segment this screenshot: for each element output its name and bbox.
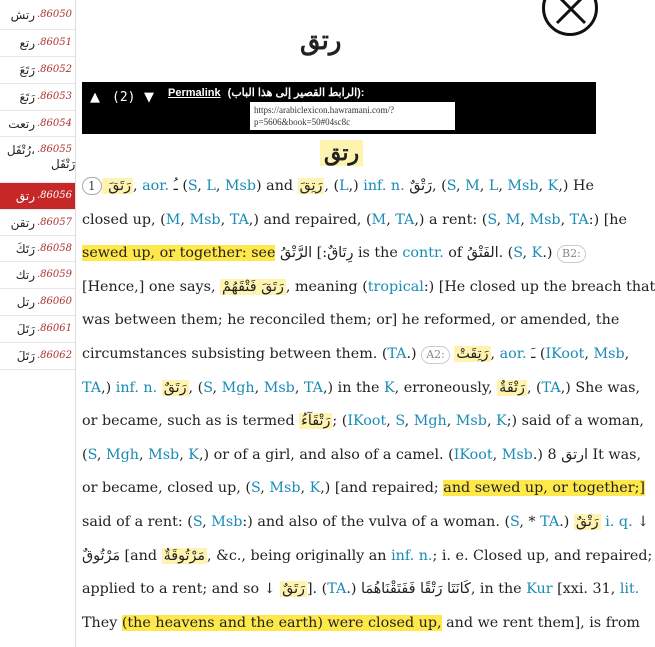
source-reference[interactable]: Msb bbox=[507, 178, 539, 194]
sidebar-item-root: رُتْقَل، bbox=[6, 143, 35, 157]
arabic-word: مَرْتُوقَةٌ bbox=[163, 547, 205, 564]
entry-text-run: , bbox=[538, 178, 548, 194]
source-reference[interactable]: S bbox=[192, 513, 203, 530]
source-reference[interactable]: K bbox=[531, 245, 543, 262]
source-reference[interactable]: S bbox=[187, 178, 198, 194]
source-reference[interactable]: S bbox=[203, 379, 213, 396]
entry-text-run: رِتَاقٌ:] الرَّتْقُ is the bbox=[275, 245, 403, 262]
entry-text-run: .) كَانَتَا رَتْقًا فَفَتَقْنَاهُمَا, in the bbox=[346, 581, 527, 598]
source-reference[interactable]: Msb bbox=[529, 211, 561, 228]
source-reference[interactable]: inf. n. bbox=[391, 547, 433, 564]
entry-text-run: :) [He closed up the breach that bbox=[423, 278, 655, 295]
entry-text-run: ,) or of a girl, and also of a camel. ( bbox=[198, 446, 454, 463]
source-reference[interactable]: Mgh bbox=[413, 413, 447, 430]
sidebar-item-root: رَتَكَ bbox=[15, 242, 35, 256]
sidebar-item-number: .86059 bbox=[37, 269, 72, 280]
entry-text-run: and we rent them], is from bbox=[441, 614, 640, 631]
entry-text-run: :) and also of the vulva of a woman. ( bbox=[242, 513, 511, 530]
entry-text-run: ,) She was, bbox=[560, 379, 641, 396]
sidebar-item[interactable] bbox=[0, 210, 75, 236]
highlighted-text: sewed up, or together: see bbox=[82, 245, 276, 262]
source-reference[interactable]: Mgh bbox=[221, 379, 255, 396]
source-reference[interactable]: Msb bbox=[189, 211, 221, 228]
url-line-2: p=5606&book=50#04sc8c bbox=[254, 117, 351, 127]
source-reference[interactable]: S bbox=[510, 513, 520, 530]
entry-text-run: ; i. e. Closed up, and repaired; bbox=[432, 547, 653, 564]
prev-arrow-icon[interactable]: ▲ bbox=[90, 90, 100, 105]
sidebar bbox=[0, 0, 76, 647]
entry-text-run: , bbox=[490, 345, 500, 362]
source-reference[interactable]: M bbox=[465, 178, 480, 194]
entry-text-run: :) [he bbox=[588, 211, 627, 228]
entry-text bbox=[82, 170, 655, 640]
entry-text-run: , bbox=[197, 178, 207, 194]
entry-text-run: , erroneously, bbox=[394, 379, 498, 396]
entry-text-run: , bbox=[404, 413, 414, 430]
sidebar-item-root: رتل bbox=[16, 295, 35, 309]
sidebar-item-number: .86051 bbox=[37, 37, 72, 48]
permalink-url-field[interactable] bbox=[250, 102, 455, 130]
entry-text-run: , bbox=[215, 178, 225, 194]
source-reference[interactable]: Kur bbox=[526, 581, 553, 598]
entry-text-run: circumstances subsisting between them. ( bbox=[82, 345, 388, 362]
entry-text-run: , bbox=[496, 211, 506, 228]
entry-text-run: , bbox=[260, 480, 270, 497]
source-reference[interactable]: K bbox=[383, 379, 395, 396]
sidebar-item-number: .86053 bbox=[37, 91, 72, 102]
entry-text-run: .) 8 ارتق It was, bbox=[532, 446, 642, 463]
entry-line bbox=[82, 237, 594, 271]
entry-text-run: , bbox=[202, 513, 212, 530]
entry-text-run: ]. ( bbox=[306, 581, 328, 598]
source-reference[interactable]: S bbox=[487, 211, 497, 228]
entry-text-run: applied to a rent; and so ↓ bbox=[82, 581, 281, 598]
entry-text-run: ; ( bbox=[332, 413, 348, 430]
entry-text-run: , bbox=[456, 178, 466, 194]
entry-text-run: ,) bbox=[101, 379, 116, 396]
source-reference[interactable]: TA bbox=[541, 379, 561, 396]
arabic-word: رَتَقٌ bbox=[282, 581, 305, 598]
arabic-word: رَتْقَةٌ bbox=[499, 379, 525, 396]
entry-text-run: , bbox=[624, 345, 630, 362]
sidebar-item-number: .86058 bbox=[37, 243, 72, 254]
entry-text-run: , &c., being originally an bbox=[207, 547, 392, 564]
sidebar-item[interactable] bbox=[0, 57, 75, 84]
entry-text-run: , bbox=[498, 178, 508, 194]
arabic-word: رَتِقَ bbox=[299, 178, 323, 194]
entry-line bbox=[82, 439, 642, 473]
permalink-link[interactable]: Permalink bbox=[168, 87, 221, 99]
source-reference[interactable]: S bbox=[513, 245, 523, 262]
entry-text-run: , bbox=[386, 211, 396, 228]
sidebar-item[interactable] bbox=[0, 2, 75, 30]
entry-text-run: ,) in the bbox=[323, 379, 384, 396]
entry-text-run: , bbox=[254, 379, 264, 396]
arabic-word: رَتْقٌ bbox=[575, 513, 599, 530]
entry-line bbox=[82, 170, 594, 204]
entry-text-run: , * bbox=[519, 513, 541, 530]
sidebar-item-root: رَتَعَ bbox=[19, 90, 35, 104]
entry-line bbox=[82, 573, 640, 607]
entry-text-run: , ( bbox=[526, 379, 542, 396]
arabic-word: رَتَقَ فَتْقَهُمْ bbox=[222, 278, 284, 295]
entry-text-run: , bbox=[479, 178, 489, 194]
source-reference[interactable]: M bbox=[371, 211, 387, 228]
sense-number: 1 bbox=[82, 177, 102, 195]
entry-line bbox=[82, 472, 645, 506]
sidebar-item-number: .86060 bbox=[37, 296, 72, 307]
entry-text-run: , meaning ( bbox=[285, 278, 368, 295]
sidebar-item-root-alt: رَتْقَل bbox=[51, 157, 76, 171]
entry-text-run: ,) a rent: ( bbox=[414, 211, 488, 228]
source-reference[interactable]: Msb bbox=[211, 513, 243, 530]
entry-text-run: ) and bbox=[256, 178, 298, 194]
section-badge: B2: bbox=[557, 245, 586, 263]
entry-text-run: ↓ bbox=[632, 513, 650, 530]
next-arrow-icon[interactable]: ▼ bbox=[144, 90, 154, 105]
entry-line bbox=[82, 540, 653, 574]
source-reference[interactable]: IKoot bbox=[545, 345, 585, 362]
source-reference[interactable]: L bbox=[339, 178, 349, 194]
sidebar-item-number: .86057 bbox=[37, 217, 72, 228]
entry-text-run: , bbox=[179, 446, 189, 463]
entry-text-run: ,) and repaired, ( bbox=[248, 211, 372, 228]
entry-text-run: رَتْقٌ, ( bbox=[404, 178, 447, 194]
source-reference[interactable]: S bbox=[395, 413, 405, 430]
entry-line bbox=[82, 304, 620, 338]
entry-text-run: , bbox=[560, 211, 570, 228]
entry-text-run: was between them; he reconciled them; or] he reformed, or amended, the bbox=[82, 312, 620, 329]
entry-text-run: , bbox=[96, 446, 106, 463]
source-reference[interactable]: Msb bbox=[593, 345, 625, 362]
source-reference[interactable]: TA bbox=[229, 211, 249, 228]
source-reference[interactable]: K bbox=[547, 178, 559, 194]
entry-text-run: , ( bbox=[188, 379, 204, 396]
entry-text-run: ,) He bbox=[558, 178, 594, 194]
entry-text-run: .) bbox=[559, 513, 574, 530]
sidebar-item-number: .86052 bbox=[37, 64, 72, 75]
entry-text-run: [xxi. 31, bbox=[552, 581, 620, 598]
entry-text-run: or became, closed up, ( bbox=[82, 480, 251, 497]
sidebar-item-root: رَتَعَ bbox=[19, 63, 35, 77]
sidebar-item[interactable] bbox=[0, 316, 75, 343]
entry-text-run: , bbox=[386, 413, 396, 430]
source-reference[interactable]: L bbox=[206, 178, 216, 194]
entry-text-run: , bbox=[138, 446, 149, 463]
entry-text-run: , bbox=[294, 379, 304, 396]
entry-text-run: , bbox=[220, 211, 230, 228]
sidebar-item-number: .86055 bbox=[37, 144, 72, 155]
sidebar-item-number: .86054 bbox=[37, 118, 72, 129]
source-reference[interactable]: K bbox=[496, 413, 507, 430]
entry-text-run: , bbox=[180, 211, 190, 228]
entry-text-run: [Hence,] one says, bbox=[82, 278, 221, 295]
sidebar-item-root: رتق bbox=[15, 189, 35, 203]
entry-line bbox=[82, 271, 655, 305]
source-reference[interactable]: TA bbox=[303, 379, 324, 396]
source-reference[interactable]: aor. bbox=[142, 178, 170, 194]
entry-text-run: , bbox=[133, 178, 143, 194]
highlighted-text: (the heavens and the earth) were closed up, bbox=[121, 614, 442, 631]
source-reference[interactable]: K bbox=[309, 480, 321, 497]
entry-text-run: ( bbox=[82, 446, 88, 463]
entry-text-run: closed up, ( bbox=[82, 211, 166, 228]
source-reference[interactable]: K bbox=[188, 446, 199, 463]
source-reference[interactable]: Msb bbox=[501, 446, 533, 463]
source-reference[interactable]: Msb bbox=[263, 379, 295, 396]
permalink-arabic: (الرابط القصير إلى هذا الباب): bbox=[227, 87, 365, 99]
source-reference[interactable]: i. q. bbox=[605, 513, 633, 530]
sidebar-item[interactable] bbox=[0, 343, 75, 370]
source-reference[interactable]: TA bbox=[540, 513, 560, 530]
entry-line bbox=[82, 607, 640, 641]
sidebar-item[interactable] bbox=[0, 30, 75, 57]
sidebar-item-number: .86061 bbox=[37, 323, 72, 334]
source-reference[interactable]: aor. bbox=[499, 345, 527, 362]
sidebar-item-number: .86062 bbox=[37, 350, 72, 361]
source-reference[interactable]: S bbox=[250, 480, 261, 497]
sidebar-item[interactable] bbox=[0, 183, 75, 210]
source-reference[interactable]: TA bbox=[82, 379, 102, 396]
entry-text-run: .) bbox=[406, 345, 422, 362]
permalink-label bbox=[168, 86, 364, 99]
entry-text-run: ,) [and repaired; bbox=[320, 480, 444, 497]
source-reference[interactable]: TA bbox=[327, 581, 347, 598]
entry-text-run: , bbox=[520, 211, 530, 228]
entry-text-run: They bbox=[82, 614, 122, 631]
entry-line bbox=[82, 506, 650, 540]
sidebar-item[interactable] bbox=[0, 262, 75, 289]
entry-text-run: or became, such as is termed bbox=[82, 413, 300, 430]
entry-text-run: , bbox=[446, 413, 456, 430]
entry-text-run: , bbox=[522, 245, 532, 262]
source-reference[interactable]: TA bbox=[395, 211, 415, 228]
sidebar-item[interactable] bbox=[0, 289, 75, 316]
sidebar-item-root: رتع bbox=[19, 36, 35, 50]
entry-text-run: , bbox=[300, 480, 310, 497]
entry-heading: رتق bbox=[320, 140, 363, 166]
entry-text-run: ,) bbox=[348, 178, 364, 194]
entry-text-run: مَرْتُوقٌ [and bbox=[82, 547, 162, 564]
source-reference[interactable]: TA bbox=[569, 211, 589, 228]
close-button[interactable] bbox=[542, 0, 598, 36]
entry-line bbox=[82, 372, 641, 406]
source-reference[interactable]: Mgh bbox=[105, 446, 139, 463]
highlighted-text: and sewed up, or together;] bbox=[443, 480, 645, 497]
sidebar-item-number: .86056 bbox=[37, 190, 72, 201]
source-reference[interactable]: M bbox=[165, 211, 181, 228]
source-reference[interactable]: TA bbox=[387, 345, 407, 362]
arabic-word: رَتِقَتْ bbox=[456, 345, 489, 362]
permalink-toolbar bbox=[82, 82, 596, 134]
source-reference[interactable]: M bbox=[505, 211, 521, 228]
source-reference[interactable]: lit. bbox=[619, 581, 640, 598]
url-line-1: https://arabiclexicon.hawramani.com/? bbox=[254, 105, 394, 115]
arabic-word: رَتَقَ bbox=[103, 178, 131, 194]
entry-text-run: .) bbox=[542, 245, 557, 262]
entry-text-run: ـَ ( bbox=[526, 345, 546, 362]
entry-text-run: , bbox=[584, 345, 594, 362]
source-reference[interactable]: contr. bbox=[402, 245, 444, 262]
entry-text-run: , bbox=[492, 446, 502, 463]
sidebar-item-root: رتك bbox=[15, 268, 35, 282]
sidebar-item[interactable] bbox=[0, 84, 75, 111]
entry-text-run: said of a rent: ( bbox=[82, 513, 193, 530]
sidebar-item[interactable] bbox=[0, 137, 75, 183]
entry-text-run: , bbox=[212, 379, 222, 396]
entry-text-run: , bbox=[486, 413, 497, 430]
entry-text-run: ;) said of a woman, bbox=[506, 413, 644, 430]
source-reference[interactable]: Msb bbox=[148, 446, 180, 463]
page-title: رتق bbox=[300, 26, 342, 56]
match-count: (2) bbox=[112, 90, 136, 105]
entry-text-run: of الفَتْقُ. ( bbox=[443, 245, 514, 262]
entry-line bbox=[82, 338, 630, 372]
source-reference[interactable]: IKoot bbox=[347, 413, 387, 430]
source-reference[interactable]: IKoot bbox=[453, 446, 493, 463]
entry-text-run: , ( bbox=[324, 178, 340, 194]
sidebar-item-root: رتش bbox=[10, 8, 35, 22]
source-reference[interactable]: Msb bbox=[224, 178, 257, 194]
source-reference[interactable]: S bbox=[87, 446, 97, 463]
source-reference[interactable]: inf. n. bbox=[363, 178, 405, 194]
section-badge: A2: bbox=[421, 346, 450, 364]
source-reference[interactable]: inf. n. bbox=[115, 379, 158, 396]
sidebar-item-root: رَتَلَ bbox=[16, 349, 35, 363]
arabic-word: رَتْقَآءُ bbox=[301, 413, 331, 430]
sidebar-item-root: رتعت bbox=[8, 117, 35, 131]
source-reference[interactable]: L bbox=[488, 178, 499, 194]
sidebar-item-number: .86050 bbox=[37, 9, 72, 20]
sidebar-item[interactable] bbox=[0, 111, 75, 137]
source-reference[interactable]: Msb bbox=[269, 480, 301, 497]
sidebar-item[interactable] bbox=[0, 236, 75, 262]
entry-line bbox=[82, 405, 644, 439]
source-reference[interactable]: tropical bbox=[367, 278, 424, 295]
arabic-word: رَتَقٌ bbox=[163, 379, 187, 396]
close-icon bbox=[553, 0, 589, 27]
sidebar-item-root: رتقن bbox=[10, 216, 35, 230]
entry-line bbox=[82, 204, 627, 238]
entry-text-run: ـُ ( bbox=[169, 178, 188, 194]
sidebar-item-root: رَتَلَ bbox=[16, 322, 35, 336]
source-reference[interactable]: S bbox=[446, 178, 456, 194]
source-reference[interactable]: Msb bbox=[455, 413, 487, 430]
